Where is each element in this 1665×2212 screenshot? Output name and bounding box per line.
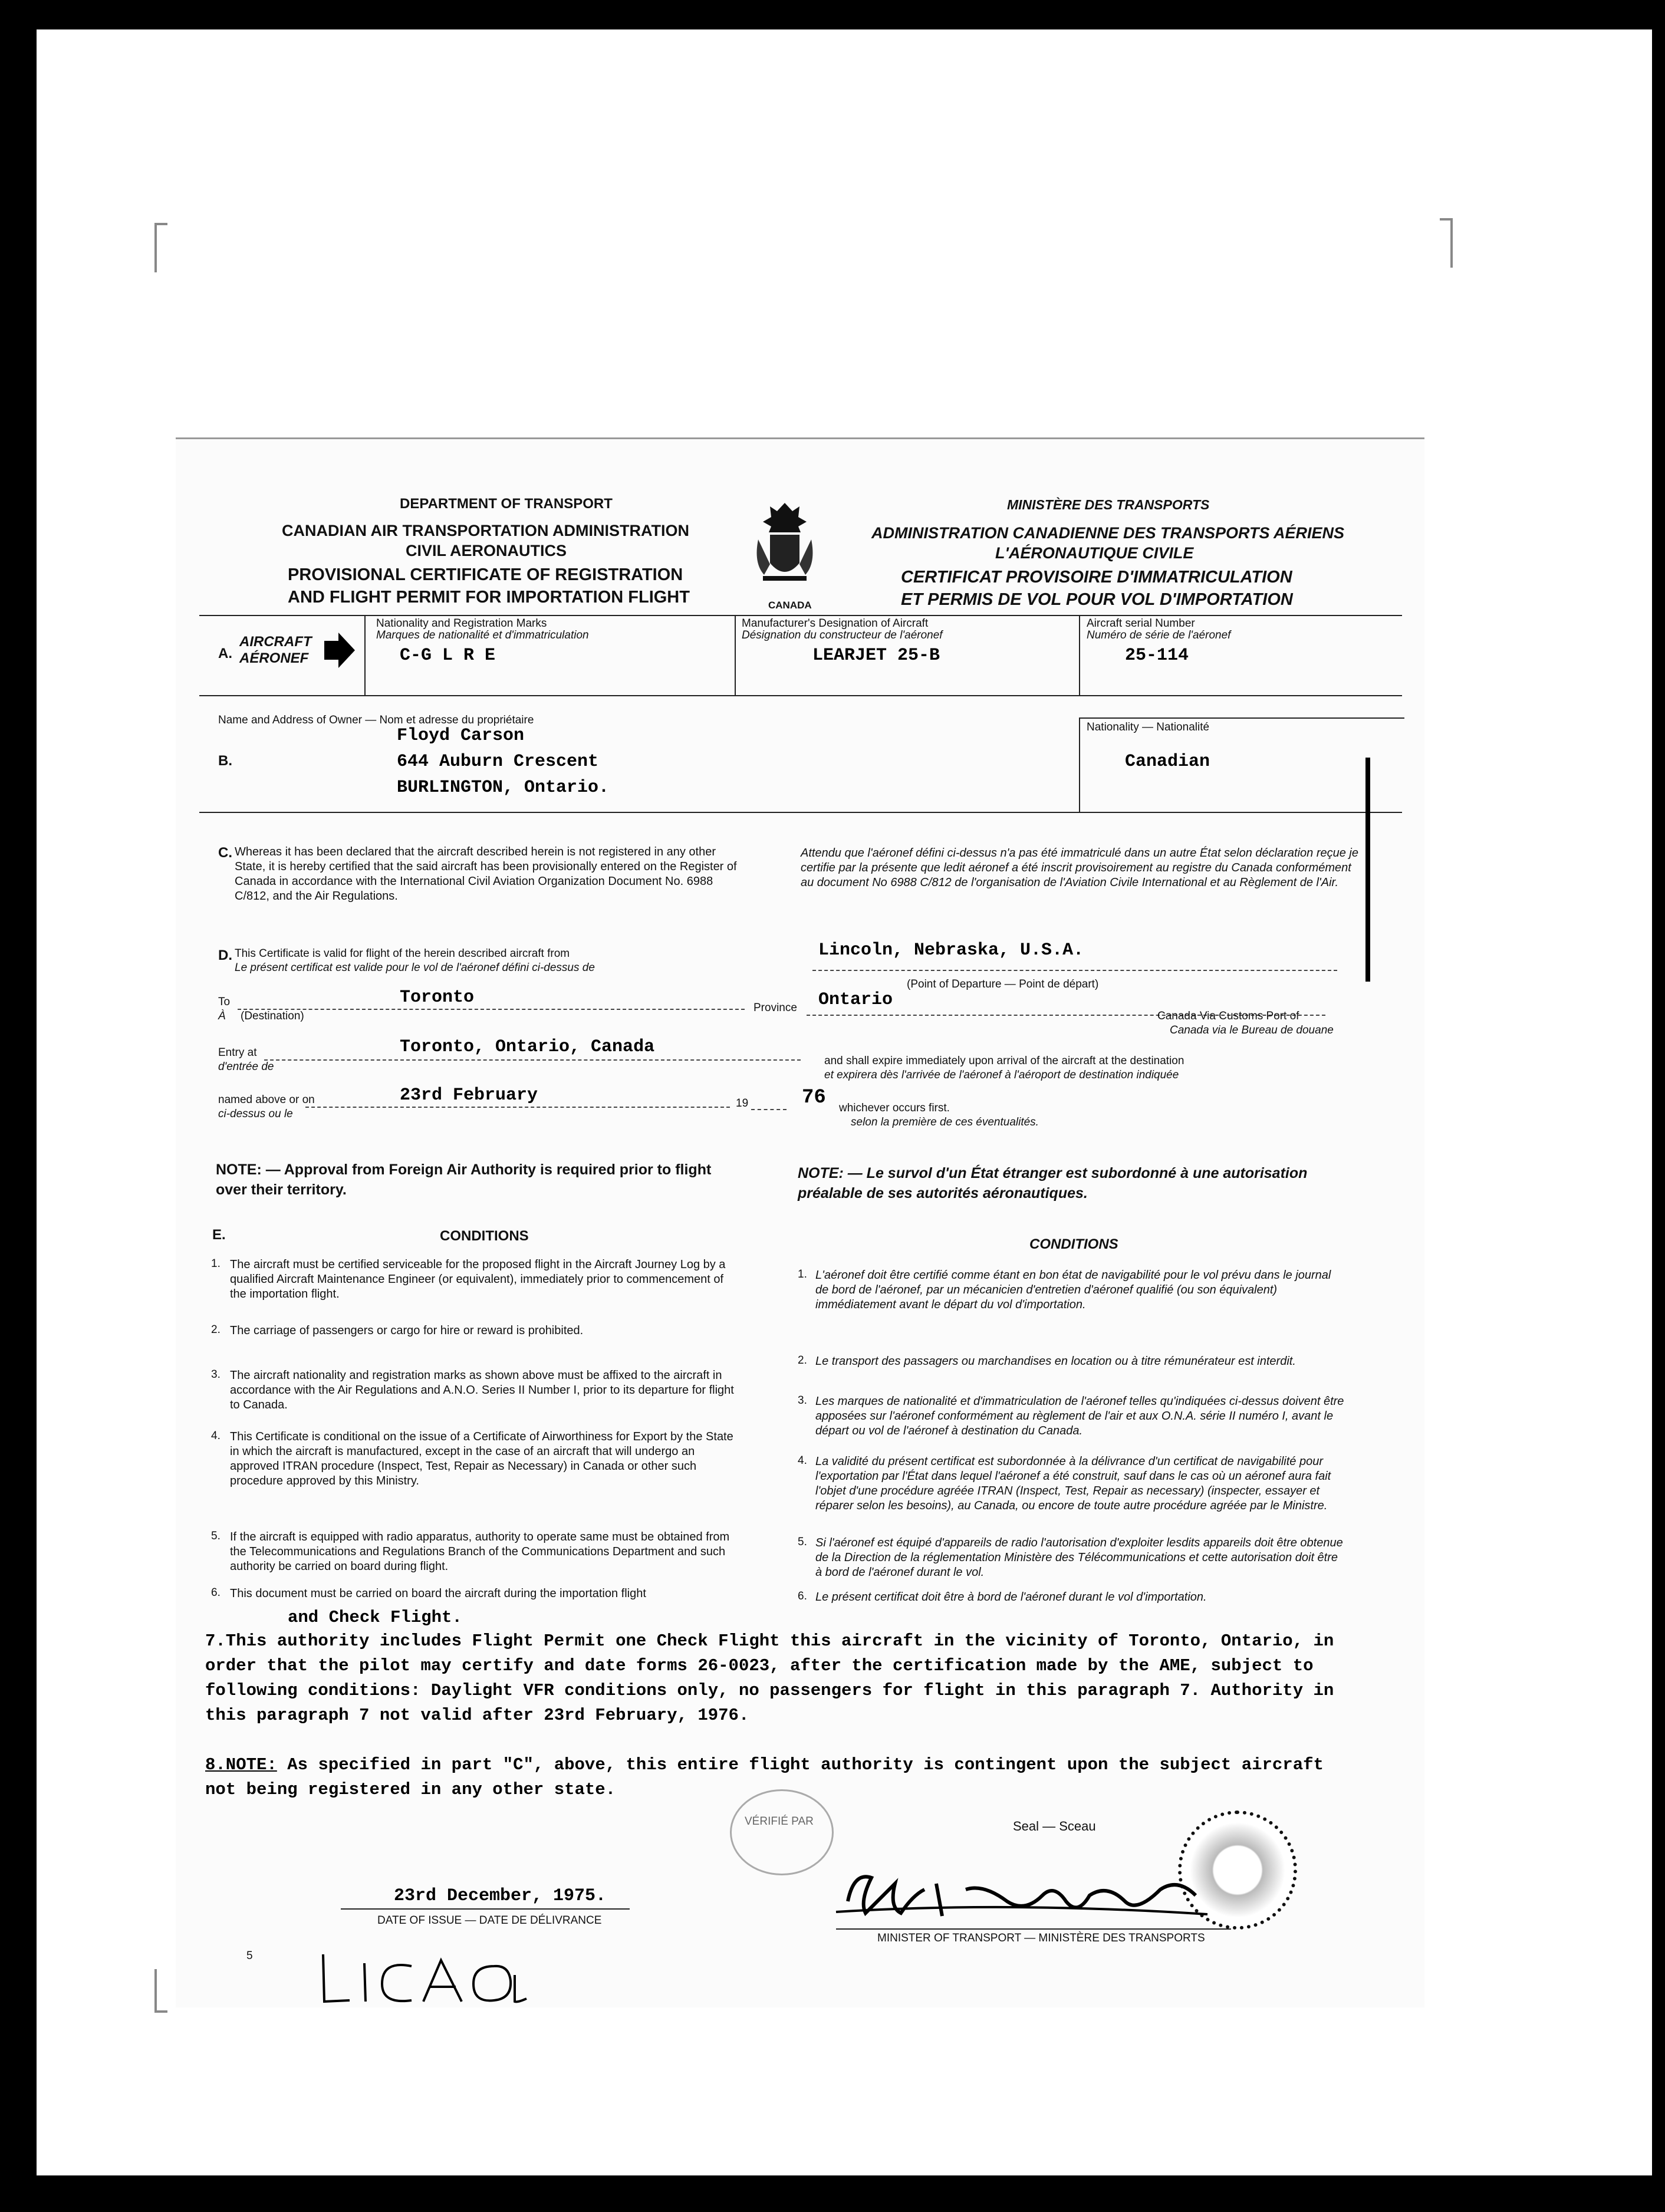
admin-en: CANADIAN AIR TRANSPORTATION ADMINISTRATION bbox=[282, 522, 689, 539]
branch-en: CIVIL AERONAUTICS bbox=[406, 542, 567, 559]
condition-fr-text: Le transport des passagers ou marchandises en location ou à titre rémunérateur est interdit. bbox=[815, 1355, 1296, 1368]
customs-en: Canada Via Customs Port of bbox=[1157, 1010, 1299, 1022]
customs-fr: Canada via le Bureau de douane bbox=[1170, 1024, 1334, 1036]
rule bbox=[836, 1928, 1231, 1930]
condition-fr-text: Le présent certificat doit être à bord de l'aéronef durant le vol d'importation. bbox=[815, 1591, 1207, 1604]
serial-label-en: Aircraft serial Number bbox=[1087, 617, 1195, 630]
to-label: To bbox=[218, 996, 231, 1008]
aircraft-label: AIRCRAFT bbox=[239, 634, 312, 650]
whichever-en: whichever occurs first. bbox=[839, 1102, 950, 1114]
province-label: Province bbox=[753, 1002, 797, 1014]
section-d-letter: D. bbox=[218, 947, 232, 963]
typed-6-addition: and Check Flight. bbox=[288, 1608, 462, 1627]
title1-en: PROVISIONAL CERTIFICATE OF REGISTRATION bbox=[288, 565, 683, 584]
a-label: À bbox=[218, 1010, 226, 1022]
permit-form bbox=[176, 437, 1424, 2007]
aeronef-label: AÉRONEF bbox=[239, 650, 309, 666]
fill-line bbox=[305, 1107, 730, 1108]
rule bbox=[735, 615, 736, 695]
named-en: named above or on bbox=[218, 1094, 315, 1106]
expiry-date-value: 23rd February bbox=[400, 1085, 538, 1105]
crest-label: CANADA bbox=[768, 600, 812, 611]
registration-marks: C-G L R E bbox=[400, 646, 496, 666]
title1-fr: CERTIFICAT PROVISOIRE D'IMMATRICULATION bbox=[901, 568, 1292, 587]
entry-fr: d'entrée de bbox=[218, 1061, 274, 1073]
conditions-title-en: CONDITIONS bbox=[440, 1228, 529, 1244]
condition-en-text: The aircraft nationality and registration marks as shown above must be affixed to the aircraft in accordance with the Air Regulations and A.N.O. Series II Number I, prior to its departure for flight to Canada. bbox=[230, 1369, 734, 1411]
departure-value: Lincoln, Nebraska, U.S.A. bbox=[818, 940, 1084, 960]
typed-paragraph-7: 7.This authority includes Flight Permit one Check Flight this aircraft in the vicinity of Toronto, Ontario, in order that the pilot may certify and date forms 26-0023, after the certification made by the AME, subject to following conditions: Daylight VFR conditions only, no passengers for flight in this paragraph 7. Authority in this paragraph 7 not valid after 23rd February, 1976. bbox=[205, 1631, 1334, 1725]
title2-fr: ET PERMIS DE VOL POUR VOL D'IMPORTATION bbox=[901, 590, 1293, 609]
rule bbox=[1079, 615, 1080, 695]
condition-en-number: 4. bbox=[211, 1430, 221, 1442]
whichever-fr: selon la première de ces éventualités. bbox=[851, 1116, 1039, 1128]
note-en bbox=[216, 1160, 729, 1200]
condition-fr-number: 1. bbox=[798, 1268, 807, 1281]
rule bbox=[199, 695, 1402, 696]
note-fr-label: NOTE: bbox=[798, 1165, 844, 1181]
dept-fr: MINISTÈRE DES TRANSPORTS bbox=[1007, 497, 1210, 512]
branch-fr: L'AÉRONAUTIQUE CIVILE bbox=[995, 544, 1194, 562]
condition-en-number: 2. bbox=[211, 1324, 221, 1336]
note-fr-text: — Le survol d'un État étranger est subordonné à une autorisation préalable de ses autorités aéronautiques. bbox=[798, 1165, 1308, 1202]
condition-fr-text: La validité du présent certificat est subordonnée à la délivrance d'un certificat de navigabilité pour l'exportation par l'État dans lequel l'aéronef a été construit, sauf dans le cas où un aéronef aura fait l'objet d'une procédure agréée ITRAN (Inspect, Test, Repair as necessary) (inspecter, essayer et réparer selon les besoins), au Canada, ou encore de toute autre procédure agréée par le Ministre. bbox=[815, 1455, 1331, 1512]
section-c-text-en: Whereas it has been declared that the aircraft described herein is not registered in any other State, it is hereby certified that the said aircraft has been provisionally entered on the Register of Canada in accordance with the International Civil Aviation Organization Document No. 6988 C/812, and the Air Regulations. bbox=[235, 845, 737, 903]
owner-street: 644 Auburn Crescent bbox=[397, 752, 599, 772]
fill-line bbox=[812, 970, 1337, 971]
fill-line bbox=[751, 1109, 787, 1110]
page-mark: 5 bbox=[246, 1950, 253, 1962]
stamp-text: VÉRIFIÉ PAR bbox=[745, 1815, 814, 1828]
section-e-letter: E. bbox=[212, 1227, 226, 1243]
manufacturer-value: LEARJET 25-B bbox=[812, 646, 940, 666]
seal-label: Seal — Sceau bbox=[1013, 1819, 1096, 1834]
issue-date: 23rd December, 1975. bbox=[394, 1886, 607, 1906]
rule bbox=[199, 615, 1402, 616]
rule bbox=[1079, 717, 1080, 812]
destination-label: (Destination) bbox=[241, 1010, 304, 1022]
typed-8-label: 8.NOTE: bbox=[205, 1755, 277, 1775]
condition-fr-number: 4. bbox=[798, 1454, 807, 1467]
section-a-letter: A. bbox=[218, 646, 232, 661]
condition-en-text: If the aircraft is equipped with radio apparatus, authority to operate same must be obtained from the Telecommunications and Regulations Branch of the Communications Department and such authority be carried on board during flight. bbox=[230, 1530, 730, 1573]
expire-fr: et expirera dès l'arrivée de l'aéronef à l'aéroport de destination indiquée bbox=[824, 1069, 1179, 1081]
condition-fr-text: L'aéronef doit être certifié comme étant en bon état de navigabilité pour le vol prévu dans le journal de bord de l'aéronef, par un mécanicien d'entretien d'aéronef qualifié (ou son équivalent) immédiatement avant le départ du vol d'importation. bbox=[815, 1269, 1331, 1311]
condition-fr-number: 6. bbox=[798, 1590, 807, 1602]
rule bbox=[364, 615, 366, 695]
valid-en: This Certificate is valid for flight of the herein described aircraft from bbox=[235, 947, 570, 960]
minister-label: MINISTER OF TRANSPORT — MINISTÈRE DES TRANSPORTS bbox=[877, 1932, 1205, 1944]
marks-label-fr: Marques de nationalité et d'immatriculation bbox=[376, 629, 589, 641]
condition-fr-text: Si l'aéronef est équipé d'appareils de radio l'autorisation d'exploiter lesdits appareils doit être obtenue de la Direction de la réglementation Ministère des Télécommunications et cette autorisation doit être à bord de l'aéronef durant le vol. bbox=[815, 1536, 1343, 1579]
condition-en-number: 3. bbox=[211, 1368, 221, 1381]
serial-value: 25-114 bbox=[1125, 646, 1189, 666]
entry-value: Toronto, Ontario, Canada bbox=[400, 1037, 655, 1057]
serial-label-fr: Numéro de série de l'aéronef bbox=[1087, 629, 1231, 641]
condition-en-text: The aircraft must be certified serviceable for the proposed flight in the Aircraft Journey Log by a qualified Aircraft Maintenance Engineer (or equivalent), immediately prior to commencement of the importation flight. bbox=[230, 1258, 726, 1301]
owner-city: BURLINGTON, Ontario. bbox=[397, 778, 610, 798]
year-prefix: 19 bbox=[736, 1097, 749, 1110]
rule bbox=[1079, 717, 1404, 719]
condition-en-number: 1. bbox=[211, 1258, 221, 1270]
typed-8-text: As specified in part "C", above, this entire flight authority is contingent upon the subject aircraft not being registered in any other state. bbox=[205, 1755, 1324, 1799]
named-fr: ci-dessus ou le bbox=[218, 1108, 293, 1120]
arrow-right-icon bbox=[323, 631, 356, 669]
crop-mark bbox=[154, 1969, 167, 2013]
crop-mark bbox=[1440, 218, 1453, 268]
section-c-text-fr: Attendu que l'aéronef défini ci-dessus n'a pas été immatriculé dans un autre État selon déclaration reçue je certifie par la présente que ledit aéronef a été inscrit provisoirement au registre du Canada conformément au document No 6988 C/812 de l'organisation de l'Aviation Civile International et au Règlement de l'Air. bbox=[801, 847, 1358, 889]
coat-of-arms-icon bbox=[752, 498, 817, 598]
condition-fr-number: 2. bbox=[798, 1354, 807, 1367]
issue-label: DATE OF ISSUE — DATE DE DÉLIVRANCE bbox=[377, 1914, 602, 1927]
condition-en-number: 6. bbox=[211, 1586, 221, 1599]
owner-label: Name and Address of Owner — Nom et adresse du propriétaire bbox=[218, 714, 534, 726]
valid-fr: Le présent certificat est valide pour le vol de l'aéronef défini ci-dessus de bbox=[235, 962, 595, 974]
condition-en-text: This document must be carried on board the aircraft during the importation flight bbox=[230, 1587, 646, 1600]
manufacturer-label-fr: Désignation du constructeur de l'aéronef bbox=[742, 629, 943, 641]
crop-mark bbox=[154, 223, 167, 272]
fill-line bbox=[238, 1009, 745, 1010]
minister-signature bbox=[830, 1860, 1219, 1931]
condition-en-text: This Certificate is conditional on the issue of a Certificate of Airworthiness for Export by the State in which the aircraft is manufactured, except in the case of an aircraft that will undergo an approved ITRAN procedure (Inspect, Test, Repair as Necessary) in Canada or other such procedure approved by this Ministry. bbox=[230, 1430, 733, 1487]
title2-en: AND FLIGHT PERMIT FOR IMPORTATION FLIGHT bbox=[288, 588, 690, 607]
condition-fr-text: Les marques de nationalité et d'immatriculation de l'aéronef telles qu'indiquées ci-dessus doivent être apposées sur l'aéronef conformément au règlement de l'air et aux O.N.A. série II numéro I, avant le départ ou vol de l'aéronef à destination du Canada. bbox=[815, 1395, 1344, 1437]
province-value: Ontario bbox=[818, 990, 893, 1010]
rule bbox=[341, 1908, 630, 1910]
condition-en-number: 5. bbox=[211, 1530, 221, 1542]
owner-name: Floyd Carson bbox=[397, 726, 525, 746]
verification-stamp bbox=[730, 1789, 834, 1875]
nationality-label: Nationality — Nationalité bbox=[1087, 721, 1210, 733]
note-en-label: NOTE: bbox=[216, 1161, 262, 1178]
fill-line bbox=[264, 1059, 801, 1061]
handwritten-note bbox=[317, 1948, 535, 2007]
section-c-letter: C. bbox=[218, 845, 232, 861]
note-en-text: — Approval from Foreign Air Authority is required prior to flight over their territory. bbox=[216, 1161, 712, 1198]
year-value: 76 bbox=[802, 1087, 826, 1109]
departure-label: (Point of Departure — Point de départ) bbox=[907, 978, 1099, 990]
marks-label-en: Nationality and Registration Marks bbox=[376, 617, 547, 630]
expire-en: and shall expire immediately upon arrival of the aircraft at the destination bbox=[824, 1055, 1184, 1067]
admin-fr: ADMINISTRATION CANADIENNE DES TRANSPORTS AÉRIENS bbox=[871, 524, 1345, 542]
condition-fr-number: 3. bbox=[798, 1394, 807, 1407]
manufacturer-label-en: Manufacturer's Designation of Aircraft bbox=[742, 617, 929, 630]
nationality-value: Canadian bbox=[1125, 752, 1210, 772]
note-fr bbox=[798, 1163, 1311, 1203]
rule bbox=[199, 812, 1402, 813]
conditions-title-fr: CONDITIONS bbox=[1029, 1236, 1118, 1252]
dept-en: DEPARTMENT OF TRANSPORT bbox=[400, 496, 613, 512]
section-b-letter: B. bbox=[218, 753, 232, 769]
condition-en-text: The carriage of passengers or cargo for hire or reward is prohibited. bbox=[230, 1324, 584, 1337]
condition-fr-number: 5. bbox=[798, 1536, 807, 1548]
destination-value: Toronto bbox=[400, 988, 475, 1008]
entry-en: Entry at bbox=[218, 1046, 257, 1059]
